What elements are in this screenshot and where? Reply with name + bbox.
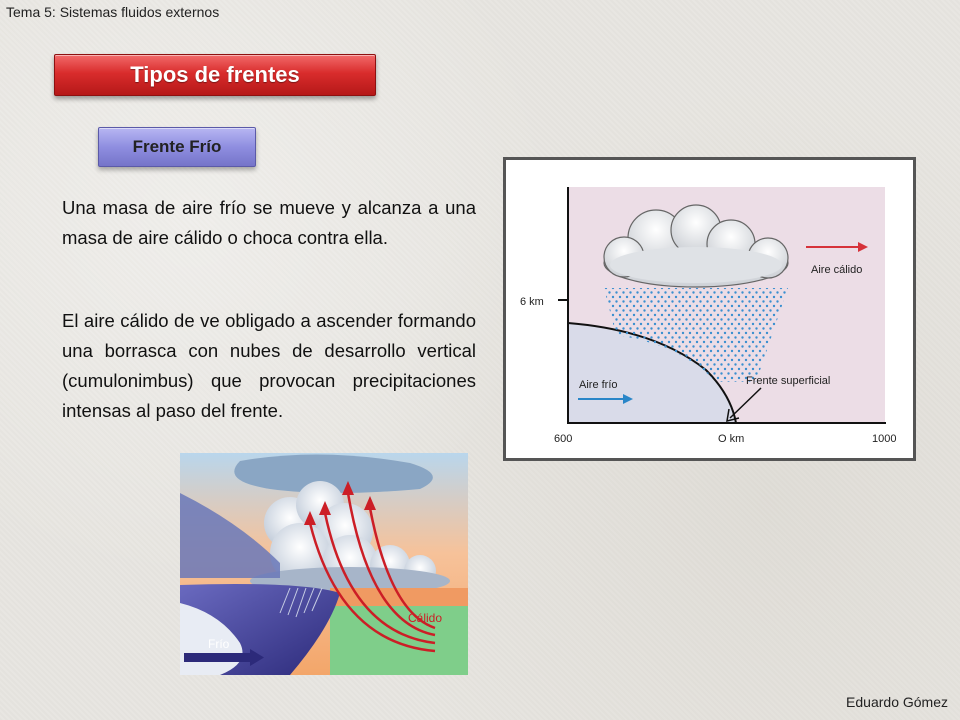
slide-footer-author: Eduardo Gómez: [846, 694, 948, 710]
cold-air-label: Aire frío: [579, 379, 618, 391]
cold-front-illustration: [180, 453, 468, 675]
paragraph-detail: El aire cálido de ve obligado a ascender formando una borrasca con nubes de desarrollo vertical (cumulonimbus) que provocan precipitaciones intensas al paso del frente.: [62, 310, 476, 421]
surface-front-label: Frente superficial: [746, 375, 831, 387]
warm-label: Cálido: [408, 611, 443, 625]
cold-label: Frío: [208, 637, 230, 651]
title-banner: [54, 54, 376, 96]
x-tick-label-right: 1000: [872, 433, 897, 445]
y-tick-label: 6 km: [520, 296, 544, 308]
subtitle-label: Frente Frío: [132, 137, 222, 156]
x-tick-label-center: O km: [718, 433, 745, 445]
warm-air-label: Aire cálido: [811, 264, 863, 276]
profile-svg: [506, 160, 913, 458]
title-label: Tipos de frentes: [130, 62, 300, 87]
illustration-svg: [180, 453, 468, 675]
paragraph-intro: Una masa de aire frío se mueve y alcanza a una masa de aire cálido o choca contra ella.: [62, 197, 476, 248]
warm-ground: [330, 603, 468, 675]
x-tick-label-left: 600: [554, 433, 573, 445]
cold-front-profile-diagram: [503, 157, 916, 461]
slide-header: Tema 5: Sistemas fluidos externos: [6, 4, 220, 20]
subtitle-banner: [98, 127, 256, 167]
